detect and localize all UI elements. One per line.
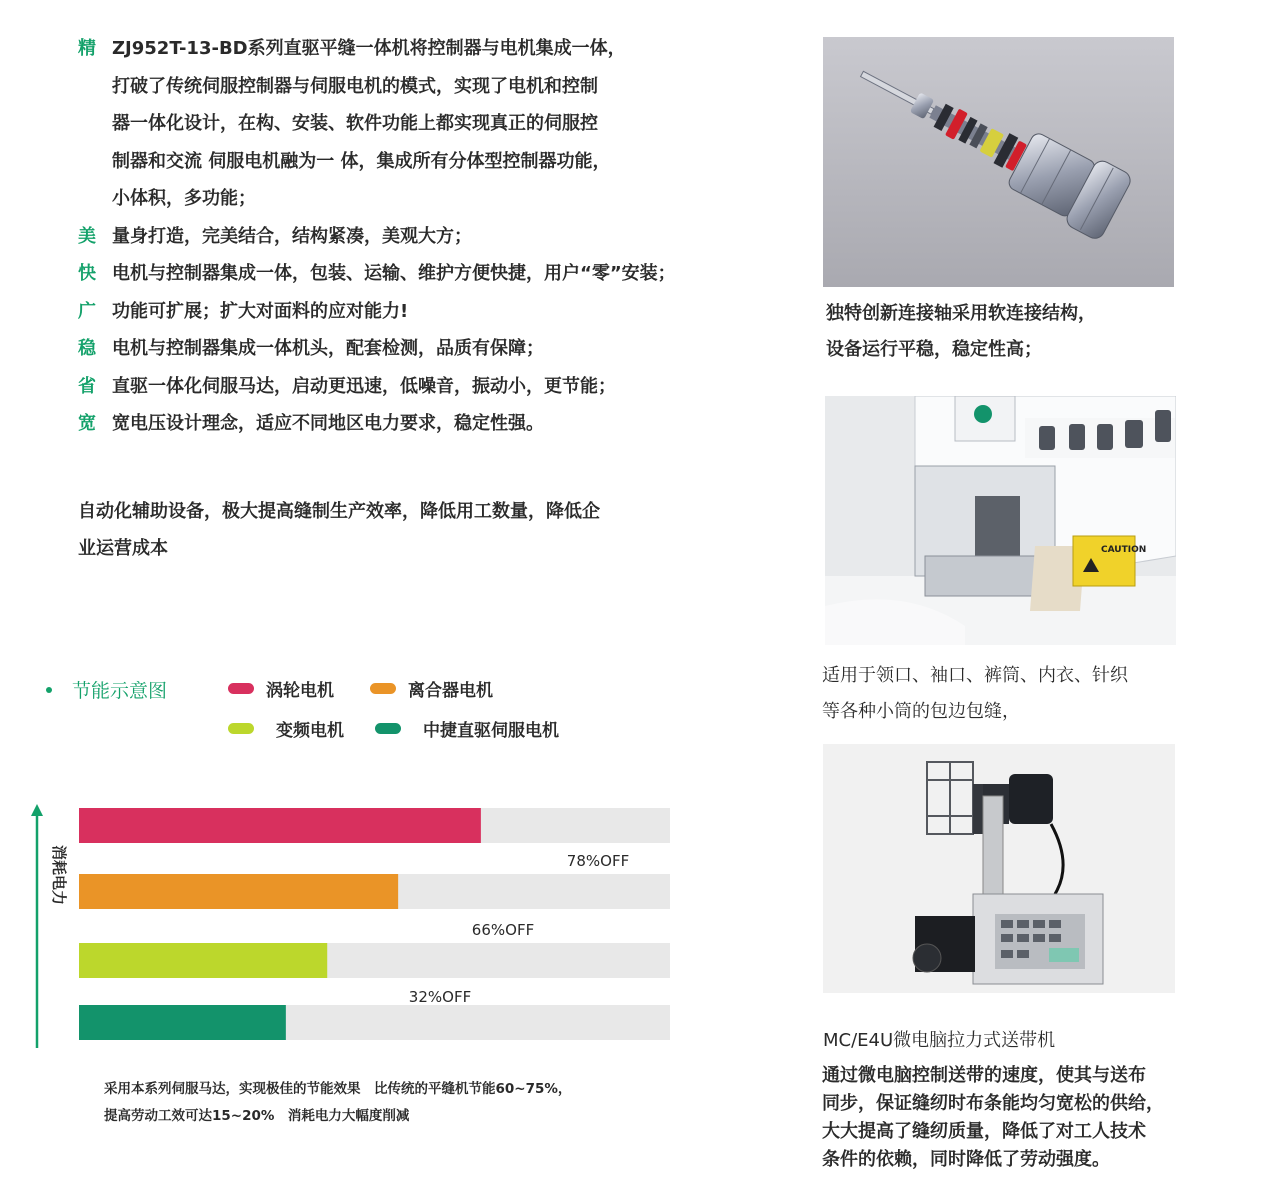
- overlock-machine-photo: [825, 396, 1176, 645]
- caption-line: 条件的依赖，同时降低了劳动强度。: [822, 1149, 1110, 1170]
- feature-text: 电机与控制器集成一体机头，配套检测，品质有保障；: [112, 338, 544, 359]
- feature-key: 广: [78, 300, 96, 322]
- feature-line: [78, 255, 738, 293]
- caption-line: 采用本系列伺服马达，实现极佳的节能效果 比传统的平缝机节能60~75%，: [104, 1081, 572, 1097]
- caption-line: 适用于领口、袖口、裤筒、内衣、针织: [822, 665, 1128, 686]
- device-title: MC/E4U微电脑拉力式送带机: [823, 1030, 1056, 1051]
- legend-swatch: [228, 723, 254, 734]
- shaft-photo: [823, 37, 1174, 287]
- feature-line: [78, 330, 738, 368]
- bar-annotation: 78%OFF: [566, 852, 630, 870]
- caption-line: 通过微电脑控制送带的速度，使其与送布: [822, 1065, 1146, 1086]
- feature-text: 宽电压设计理念，适应不同地区电力要求，稳定性强。: [112, 413, 544, 434]
- legend-label: 离合器电机: [408, 681, 493, 701]
- feature-text: 小体积，多功能；: [112, 188, 256, 209]
- bottom-caption: [104, 1076, 571, 1130]
- overlock-caption: [822, 658, 1128, 730]
- caption-line: 设备运行平稳，稳定性高；: [826, 339, 1042, 360]
- legend-item: [228, 676, 334, 701]
- shaft-illustration: [823, 37, 1174, 287]
- feature-key: 快: [78, 263, 96, 284]
- feature-line: [78, 218, 738, 256]
- caption-line: 大大提高了缝纫质量，降低了对工人技术: [822, 1121, 1146, 1142]
- feature-text: ZJ952T-13-BD系列直驱平缝一体机将控制器与电机集成一体，: [112, 38, 626, 59]
- feature-list: [78, 30, 738, 443]
- shaft-caption: [826, 296, 1096, 368]
- feature-line: [78, 105, 738, 143]
- legend-label: 变频电机: [276, 721, 344, 741]
- feature-text: 量身打造，完美结合，结构紧凑，美观大方；: [112, 225, 472, 247]
- device-description: [822, 1062, 1164, 1174]
- bar-annotation: 66%OFF: [471, 921, 535, 939]
- automation-line: 业运营成本: [78, 538, 168, 559]
- legend-item: [375, 716, 559, 741]
- legend-item: [228, 716, 344, 741]
- feature-text: 功能可扩展；扩大对面料的应对能力!: [112, 300, 409, 322]
- caption-line: 提高劳动工效可达15~20% 消耗电力大幅度削减: [104, 1108, 410, 1124]
- y-axis-arrow: [31, 804, 43, 1048]
- feature-key: 宽: [78, 413, 96, 434]
- bar-2: [79, 874, 398, 909]
- feature-line: [78, 293, 738, 331]
- legend-title-text: 节能示意图: [72, 680, 168, 702]
- feature-key: 稳: [78, 338, 96, 359]
- caption-line: 等各种小筒的包边包缝，: [822, 701, 1020, 722]
- feature-key: 省: [78, 375, 96, 397]
- legend-swatch: [375, 723, 401, 734]
- feature-key: 美: [78, 225, 96, 247]
- legend-swatch: [370, 683, 396, 694]
- legend-item: [370, 676, 493, 701]
- feature-line: [78, 30, 738, 68]
- feature-line: [78, 368, 738, 406]
- feature-key: [78, 68, 112, 106]
- bar-annotation: 32%OFF: [408, 988, 472, 1006]
- caption-line: 同步，保证缝纫时布条能均匀宽松的供给，: [822, 1093, 1164, 1114]
- feature-key: [78, 105, 112, 143]
- energy-chart: [20, 790, 680, 1060]
- automation-text: [78, 493, 678, 567]
- feature-text: 器一体化设计，在构、安装、软件功能上都实现真正的伺服控: [112, 113, 598, 134]
- bar-4: [79, 1005, 286, 1040]
- feature-key: [78, 180, 112, 218]
- bar-3: [79, 943, 327, 978]
- feature-line: [78, 405, 738, 443]
- legend-label: 涡轮电机: [266, 681, 334, 701]
- automation-line: 自动化辅助设备，极大提高缝制生产效率，降低用工数量，降低企: [78, 501, 600, 522]
- caption-line: 独特创新连接轴采用软连接结构，: [826, 303, 1096, 324]
- bar-1: [79, 808, 481, 843]
- legend-label: 中捷直驱伺服电机: [423, 721, 559, 741]
- feature-line: [78, 68, 738, 106]
- feature-line: [78, 143, 738, 181]
- bullet-dot-icon: [46, 687, 52, 693]
- feature-text: 电机与控制器集成一体，包装、运输、维护方便快捷，用户“零”安装；: [112, 263, 676, 284]
- overlock-machine-illustration: [825, 396, 1176, 645]
- legend-swatch: [228, 683, 254, 694]
- feature-text: 制器和交流 伺服电机融为一 体，集成所有分体型控制器功能，: [112, 150, 611, 172]
- tape-feeder-illustration: [823, 744, 1175, 993]
- feature-text: 打破了传统伺服控制器与伺服电机的模式，实现了电机和控制: [112, 75, 598, 97]
- feature-key: 精: [78, 38, 96, 59]
- legend-title: [46, 676, 167, 703]
- feature-text: 直驱一体化伺服马达，启动更迅速，低噪音，振动小，更节能；: [112, 375, 616, 397]
- tape-feeder-photo: [823, 744, 1175, 993]
- caution-label: CAUTION: [1101, 545, 1147, 555]
- y-axis-label: 消耗电力: [50, 845, 68, 906]
- feature-line: [78, 180, 738, 218]
- feature-key: [78, 143, 112, 181]
